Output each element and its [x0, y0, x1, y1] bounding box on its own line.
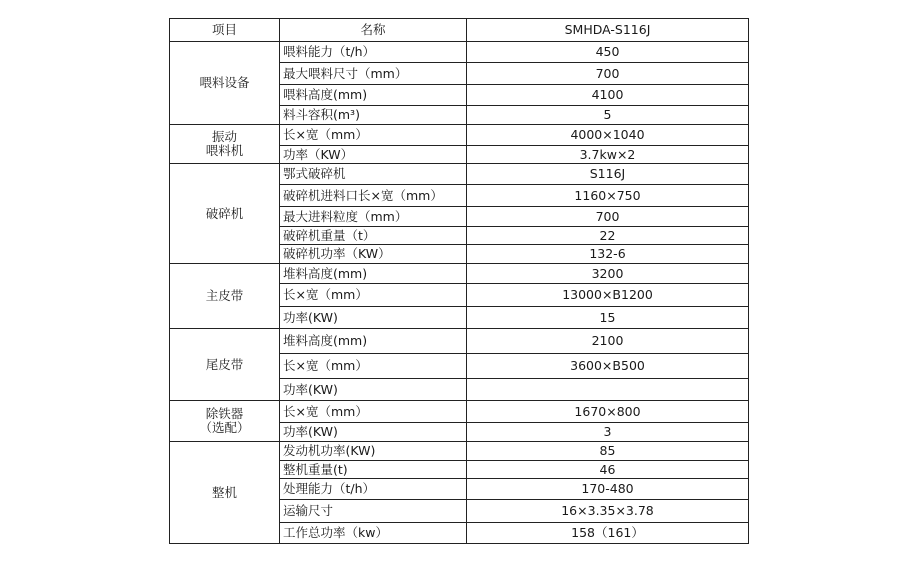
- spec-name: 发动机功率(KW): [280, 442, 467, 461]
- spec-value: 3600×B500: [467, 354, 749, 379]
- spec-name: 喂料能力（t/h）: [280, 42, 467, 63]
- spec-value: 3200: [467, 264, 749, 284]
- category-cell: [170, 164, 280, 264]
- spec-name: 破碎机功率（KW）: [280, 245, 467, 264]
- spec-value: 3.7kw×2: [467, 146, 749, 164]
- category-cell: [170, 442, 280, 544]
- spec-name: 最大进料粒度（mm）: [280, 207, 467, 227]
- spec-body: [170, 42, 749, 544]
- category-label: 喂料设备: [199, 75, 250, 91]
- spec-name: 鄂式破碎机: [280, 164, 467, 185]
- spec-name: 功率(KW): [280, 307, 467, 329]
- category-label: 喂料机: [205, 143, 244, 158]
- spec-value: 46: [467, 461, 749, 479]
- spec-name: 工作总功率（kw）: [280, 523, 467, 544]
- spec-value: 450: [467, 42, 749, 63]
- spec-row: [170, 329, 749, 354]
- spec-name: 长×宽（mm）: [280, 284, 467, 307]
- spec-row: [170, 264, 749, 284]
- category-cell: [170, 125, 280, 164]
- category-label: 振动: [211, 129, 237, 145]
- spec-value: 85: [467, 442, 749, 461]
- spec-name: 处理能力（t/h）: [280, 479, 467, 500]
- header-item: 项目: [170, 19, 280, 42]
- spec-value: 700: [467, 207, 749, 227]
- spec-name: 最大喂料尺寸（mm）: [280, 63, 467, 85]
- spec-name: 长×宽（mm）: [280, 401, 467, 423]
- spec-row: [170, 401, 749, 423]
- spec-name: 堆料高度(mm): [280, 264, 467, 284]
- spec-value: 16×3.35×3.78: [467, 500, 749, 523]
- category-label: 破碎机: [205, 205, 244, 221]
- spec-value: 4100: [467, 85, 749, 106]
- spec-name: 长×宽（mm）: [280, 354, 467, 379]
- spec-value: 1670×800: [467, 401, 749, 423]
- spec-name: 功率(KW): [280, 379, 467, 401]
- spec-row: [170, 164, 749, 185]
- spec-name: 堆料高度(mm): [280, 329, 467, 354]
- spec-value: 13000×B1200: [467, 284, 749, 307]
- spec-value: 4000×1040: [467, 125, 749, 146]
- spec-value: 22: [467, 227, 749, 245]
- spec-value: 3: [467, 423, 749, 442]
- spec-value: 700: [467, 63, 749, 85]
- category-cell: [170, 264, 280, 329]
- header-model: SMHDA-S116J: [467, 19, 749, 42]
- spec-row: [170, 442, 749, 461]
- spec-value: 158（161）: [467, 523, 749, 544]
- spec-value: S116J: [467, 164, 749, 185]
- spec-name: 破碎机进料口长×宽（mm）: [280, 185, 467, 207]
- category-label: 除铁器: [205, 406, 244, 422]
- spec-value: 132-6: [467, 245, 749, 264]
- spec-name: 功率（KW）: [280, 146, 467, 164]
- spec-table: [169, 18, 749, 544]
- category-cell: [170, 401, 280, 442]
- spec-value: 1160×750: [467, 185, 749, 207]
- spec-name: 长×宽（mm）: [280, 125, 467, 146]
- category-cell: [170, 42, 280, 125]
- category-label: 尾皮带: [205, 356, 244, 372]
- category-label: 整机: [211, 484, 237, 500]
- spec-value: 15: [467, 307, 749, 329]
- spec-name: 破碎机重量（t）: [280, 227, 467, 245]
- spec-name: 喂料高度(mm): [280, 85, 467, 106]
- category-cell: [170, 329, 280, 401]
- spec-name: 料斗容积(m³): [280, 106, 467, 125]
- spec-name: 整机重量(t): [280, 461, 467, 479]
- header-name: 名称: [280, 19, 467, 42]
- spec-value: 5: [467, 106, 749, 125]
- category-label: 主皮带: [205, 288, 244, 304]
- spec-value: 170-480: [467, 479, 749, 500]
- spec-row: [170, 125, 749, 146]
- spec-row: [170, 42, 749, 63]
- header-row: [170, 19, 749, 42]
- spec-value: 2100: [467, 329, 749, 354]
- spec-name: 功率(KW): [280, 423, 467, 442]
- category-label: （选配）: [199, 420, 250, 435]
- spec-value: [467, 379, 749, 401]
- spec-name: 运输尺寸: [280, 500, 467, 523]
